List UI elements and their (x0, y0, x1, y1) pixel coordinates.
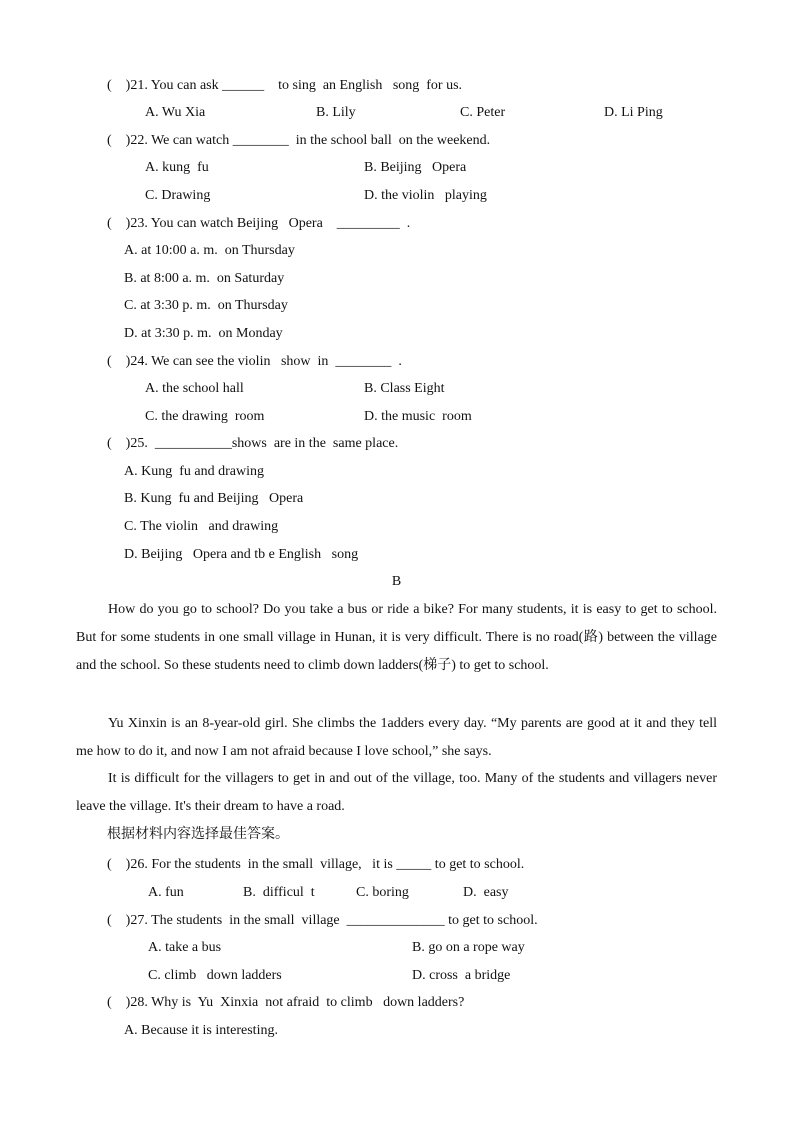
question-23-option-c[interactable]: C. at 3:30 p. m. on Thursday (124, 298, 288, 313)
question-23-option-a[interactable]: A. at 10:00 a. m. on Thursday (124, 243, 295, 258)
section-b-instruction: 根据材料内容选择最佳答案。 (107, 827, 289, 842)
question-22-stem: ( )22. We can watch ________ in the school ball on the weekend. (107, 133, 491, 148)
question-25-option-b[interactable]: B. Kung fu and Beijing Opera (124, 491, 304, 506)
question-28-option-a[interactable]: A. Because it is interesting. (124, 1023, 278, 1038)
question-24-option-b[interactable]: B. Class Eight (364, 381, 445, 396)
question-27-option-b[interactable]: B. go on a rope way (412, 940, 525, 955)
question-26-option-a[interactable]: A. fun (148, 885, 184, 900)
passage-paragraph-3-text: It is difficult for the villagers to get in and out of the village, too. Many of the students and villagers never leave the village. It's their dream to have a road. (76, 771, 717, 814)
question-26-option-d[interactable]: D. easy (463, 885, 509, 900)
question-22-option-a[interactable]: A. kung fu (145, 160, 209, 175)
question-21-option-c[interactable]: C. Peter (460, 105, 506, 120)
question-27-option-d[interactable]: D. cross a bridge (412, 968, 511, 983)
question-22-option-b[interactable]: B. Beijing Opera (364, 160, 467, 175)
question-25-stem: ( )25. ___________shows are in the same place. (107, 436, 399, 451)
question-26-stem: ( )26. For the students in the small village, it is _____ to get to school. (107, 857, 525, 872)
section-b-heading: B (391, 574, 402, 589)
passage-paragraph-1-text: How do you go to school? Do you take a bus or ride a bike? For many students, it is easy to get to school. But for some students in one small village in Hunan, it is very difficult. There is no road(路) between the village and the school. So these students need to climb down ladders(梯子) to get to school. (76, 602, 717, 673)
question-22-option-c[interactable]: C. Drawing (145, 188, 211, 203)
question-23-option-b[interactable]: B. at 8:00 a. m. on Saturday (124, 271, 285, 286)
question-21-stem: ( )21. You can ask ______ to sing an English song for us. (107, 78, 463, 93)
question-26-option-b[interactable]: B. difficul t (243, 885, 315, 900)
question-25-option-c[interactable]: C. The violin and drawing (124, 519, 279, 534)
question-23-option-d[interactable]: D. at 3:30 p. m. on Monday (124, 326, 283, 341)
question-27-stem: ( )27. The students in the small village ______________ to get to school. (107, 913, 538, 928)
passage-paragraph-2 (76, 710, 717, 766)
question-24-option-c[interactable]: C. the drawing room (145, 409, 265, 424)
question-28-stem: ( )28. Why is Yu Xinxia not afraid to climb down ladders? (107, 995, 465, 1010)
question-25-option-d[interactable]: D. Beijing Opera and tb e English song (124, 547, 359, 562)
question-25-option-a[interactable]: A. Kung fu and drawing (124, 464, 264, 479)
question-27-option-a[interactable]: A. take a bus (148, 940, 222, 955)
question-24-stem: ( )24. We can see the violin show in ________ . (107, 354, 402, 369)
question-23-stem: ( )23. You can watch Beijing Opera _________ . (107, 216, 411, 231)
passage-paragraph-1 (76, 596, 717, 680)
question-24-option-d[interactable]: D. the music room (364, 409, 472, 424)
question-21-option-d[interactable]: D. Li Ping (604, 105, 663, 120)
passage-paragraph-3 (76, 765, 717, 821)
question-21-option-b[interactable]: B. Lily (316, 105, 356, 120)
passage-paragraph-2-text: Yu Xinxin is an 8-year-old girl. She climbs the 1adders every day. “My parents are good at it and they tell me how to do it, and now I am not afraid because I love school,” she says. (76, 716, 717, 759)
question-26-option-c[interactable]: C. boring (356, 885, 409, 900)
question-21-option-a[interactable]: A. Wu Xia (145, 105, 206, 120)
question-27-option-c[interactable]: C. climb down ladders (148, 968, 282, 983)
question-22-option-d[interactable]: D. the violin playing (364, 188, 487, 203)
question-24-option-a[interactable]: A. the school hall (145, 381, 244, 396)
